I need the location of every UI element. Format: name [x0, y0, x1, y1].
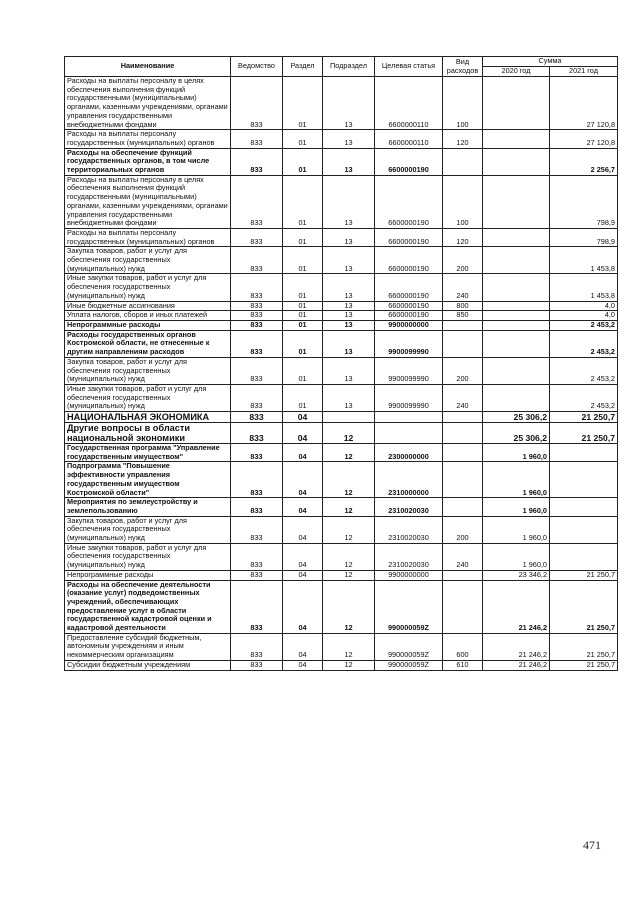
table-row — [65, 516, 618, 543]
header-podrazdel: Подраздел — [323, 57, 375, 77]
table-header — [65, 57, 618, 77]
header-summa: Сумма — [483, 57, 618, 67]
cell-sum-2021: 21 250,7 — [550, 580, 618, 633]
cell-name: Расходы на выплаты персоналу государственных (муниципальных) органов — [65, 228, 231, 246]
cell-podrazdel: 13 — [323, 274, 375, 301]
cell-sum-2021 — [550, 444, 618, 462]
cell-podrazdel: 13 — [323, 77, 375, 130]
cell-name: Иные закупки товаров, работ и услуг для обеспечения государственных (муниципальных) нужд — [65, 384, 231, 411]
cell-razdel: 01 — [283, 357, 323, 384]
cell-podrazdel: 12 — [323, 660, 375, 670]
cell-vedomstvo: 833 — [231, 301, 283, 311]
cell-razdel: 04 — [283, 462, 323, 498]
cell-vid-raskhodov: 200 — [443, 357, 483, 384]
cell-vedomstvo: 833 — [231, 580, 283, 633]
cell-name: Уплата налогов, сборов и иных платежей — [65, 311, 231, 321]
cell-name: НАЦИОНАЛЬНАЯ ЭКОНОМИКА — [65, 412, 231, 423]
cell-vedomstvo: 833 — [231, 444, 283, 462]
cell-name: Государственная программа "Управление государственным имуществом" — [65, 444, 231, 462]
cell-tselevaya-statya: 6600000110 — [375, 130, 443, 148]
header-tselevaya-statya: Целевая статья — [375, 57, 443, 77]
table-row — [65, 320, 618, 330]
cell-vedomstvo: 833 — [231, 423, 283, 444]
cell-sum-2020: 25 306,2 — [483, 412, 550, 423]
cell-sum-2021: 2 453,2 — [550, 320, 618, 330]
cell-sum-2020: 1 960,0 — [483, 516, 550, 543]
cell-name: Расходы на выплаты персоналу в целях обеспечения выполнения функций государственными (муниципальными) органами, казенными учреждениями, органами управления государственными внебюджетными фондами — [65, 77, 231, 130]
cell-tselevaya-statya: 6600000190 — [375, 247, 443, 274]
cell-podrazdel: 12 — [323, 462, 375, 498]
cell-podrazdel: 12 — [323, 498, 375, 516]
cell-razdel: 04 — [283, 423, 323, 444]
table-row — [65, 543, 618, 570]
cell-name: Мероприятия по землеустройству и землепользованию — [65, 498, 231, 516]
cell-tselevaya-statya: 2310020030 — [375, 516, 443, 543]
cell-sum-2020: 21 246,2 — [483, 660, 550, 670]
cell-name: Закупка товаров, работ и услуг для обеспечения государственных (муниципальных) нужд — [65, 516, 231, 543]
cell-vid-raskhodov: 100 — [443, 175, 483, 228]
cell-podrazdel: 12 — [323, 516, 375, 543]
cell-podrazdel: 13 — [323, 247, 375, 274]
cell-podrazdel: 13 — [323, 384, 375, 411]
cell-vid-raskhodov — [443, 412, 483, 423]
table-row — [65, 77, 618, 130]
cell-vid-raskhodov: 600 — [443, 633, 483, 660]
cell-sum-2021: 2 256,7 — [550, 148, 618, 175]
cell-vid-raskhodov — [443, 570, 483, 580]
cell-sum-2021: 1 453,8 — [550, 274, 618, 301]
cell-tselevaya-statya: 6600000190 — [375, 274, 443, 301]
cell-razdel: 01 — [283, 311, 323, 321]
cell-vid-raskhodov: 240 — [443, 384, 483, 411]
cell-podrazdel: 13 — [323, 175, 375, 228]
cell-tselevaya-statya: 2310000000 — [375, 462, 443, 498]
cell-tselevaya-statya: 6600000190 — [375, 311, 443, 321]
table-row — [65, 384, 618, 411]
cell-vid-raskhodov — [443, 580, 483, 633]
cell-name: Предоставление субсидий бюджетным, автономным учреждениям и иным некоммерческим организациям — [65, 633, 231, 660]
table-row — [65, 301, 618, 311]
cell-tselevaya-statya: 6600000190 — [375, 148, 443, 175]
cell-sum-2020 — [483, 247, 550, 274]
cell-razdel: 01 — [283, 247, 323, 274]
cell-sum-2020 — [483, 311, 550, 321]
cell-vid-raskhodov: 200 — [443, 516, 483, 543]
cell-vid-raskhodov — [443, 498, 483, 516]
cell-vedomstvo: 833 — [231, 148, 283, 175]
header-vedomstvo: Ведомство — [231, 57, 283, 77]
table-row — [65, 130, 618, 148]
table-row — [65, 423, 618, 444]
cell-vedomstvo: 833 — [231, 311, 283, 321]
table-row — [65, 660, 618, 670]
cell-name: Расходы на выплаты персоналу в целях обеспечения выполнения функций государственными (муниципальными) органами, казенными учреждениями, органами управления государственными внебюджетными фондами — [65, 175, 231, 228]
cell-sum-2020: 1 960,0 — [483, 498, 550, 516]
cell-razdel: 01 — [283, 301, 323, 311]
cell-razdel: 04 — [283, 498, 323, 516]
cell-sum-2021: 27 120,8 — [550, 130, 618, 148]
cell-podrazdel: 12 — [323, 423, 375, 444]
cell-vid-raskhodov — [443, 330, 483, 357]
cell-tselevaya-statya: 6600000190 — [375, 228, 443, 246]
cell-name: Расходы на обеспечение функций государственных органов, в том числе территориальных органов — [65, 148, 231, 175]
cell-name: Расходы на выплаты персоналу государственных (муниципальных) органов — [65, 130, 231, 148]
cell-podrazdel: 12 — [323, 543, 375, 570]
cell-sum-2021: 21 250,7 — [550, 423, 618, 444]
cell-vid-raskhodov: 120 — [443, 130, 483, 148]
cell-name: Непрограммные расходы — [65, 570, 231, 580]
cell-tselevaya-statya: 990000059Z — [375, 580, 443, 633]
cell-vedomstvo: 833 — [231, 330, 283, 357]
cell-vid-raskhodov — [443, 320, 483, 330]
cell-vedomstvo: 833 — [231, 320, 283, 330]
cell-vid-raskhodov — [443, 462, 483, 498]
cell-sum-2021: 4,0 — [550, 301, 618, 311]
cell-vedomstvo: 833 — [231, 516, 283, 543]
cell-vedomstvo: 833 — [231, 412, 283, 423]
table-row — [65, 633, 618, 660]
cell-name: Закупка товаров, работ и услуг для обеспечения государственных (муниципальных) нужд — [65, 247, 231, 274]
cell-tselevaya-statya: 9900000000 — [375, 570, 443, 580]
cell-razdel: 01 — [283, 148, 323, 175]
table-row — [65, 580, 618, 633]
cell-sum-2021: 2 453,2 — [550, 357, 618, 384]
cell-podrazdel: 13 — [323, 228, 375, 246]
cell-sum-2020: 1 960,0 — [483, 543, 550, 570]
table-row — [65, 247, 618, 274]
cell-sum-2020 — [483, 274, 550, 301]
cell-podrazdel: 12 — [323, 633, 375, 660]
cell-vedomstvo: 833 — [231, 130, 283, 148]
cell-name: Субсидии бюджетным учреждениям — [65, 660, 231, 670]
cell-tselevaya-statya: 6600000110 — [375, 77, 443, 130]
cell-sum-2020: 21 246,2 — [483, 633, 550, 660]
cell-razdel: 01 — [283, 384, 323, 411]
table-row — [65, 274, 618, 301]
header-name: Наименование — [65, 57, 231, 77]
header-year-2020: 2020 год — [483, 67, 550, 77]
cell-vid-raskhodov — [443, 444, 483, 462]
cell-sum-2021: 798,9 — [550, 228, 618, 246]
page-number: 471 — [583, 838, 601, 852]
cell-vid-raskhodov: 100 — [443, 77, 483, 130]
cell-vedomstvo: 833 — [231, 570, 283, 580]
cell-tselevaya-statya: 6600000190 — [375, 175, 443, 228]
table-row — [65, 357, 618, 384]
cell-razdel: 01 — [283, 330, 323, 357]
cell-sum-2021 — [550, 516, 618, 543]
budget-table — [64, 56, 618, 671]
cell-razdel: 04 — [283, 543, 323, 570]
cell-sum-2020: 1 960,0 — [483, 444, 550, 462]
cell-sum-2020: 1 960,0 — [483, 462, 550, 498]
cell-sum-2020 — [483, 320, 550, 330]
table-row — [65, 444, 618, 462]
cell-razdel: 01 — [283, 77, 323, 130]
cell-vedomstvo: 833 — [231, 228, 283, 246]
cell-podrazdel: 13 — [323, 330, 375, 357]
cell-vedomstvo: 833 — [231, 77, 283, 130]
cell-sum-2021: 1 453,8 — [550, 247, 618, 274]
cell-tselevaya-statya — [375, 423, 443, 444]
cell-sum-2020 — [483, 301, 550, 311]
table-row — [65, 175, 618, 228]
cell-razdel: 04 — [283, 633, 323, 660]
cell-vedomstvo: 833 — [231, 274, 283, 301]
cell-vedomstvo: 833 — [231, 247, 283, 274]
cell-vedomstvo: 833 — [231, 384, 283, 411]
cell-podrazdel: 13 — [323, 357, 375, 384]
table-row — [65, 330, 618, 357]
cell-sum-2020 — [483, 148, 550, 175]
cell-vid-raskhodov: 850 — [443, 311, 483, 321]
cell-sum-2020 — [483, 77, 550, 130]
cell-sum-2021: 21 250,7 — [550, 412, 618, 423]
cell-sum-2021: 21 250,7 — [550, 570, 618, 580]
cell-podrazdel: 13 — [323, 130, 375, 148]
cell-razdel: 04 — [283, 580, 323, 633]
cell-sum-2021 — [550, 462, 618, 498]
cell-tselevaya-statya: 9900099990 — [375, 330, 443, 357]
cell-tselevaya-statya: 2310020030 — [375, 543, 443, 570]
table-row — [65, 412, 618, 423]
cell-razdel: 01 — [283, 320, 323, 330]
cell-tselevaya-statya: 2300000000 — [375, 444, 443, 462]
header-year-2021: 2021 год — [550, 67, 618, 77]
cell-sum-2021 — [550, 498, 618, 516]
cell-razdel: 04 — [283, 412, 323, 423]
cell-vid-raskhodov: 800 — [443, 301, 483, 311]
cell-sum-2021: 2 453,2 — [550, 384, 618, 411]
table-body — [65, 77, 618, 671]
cell-sum-2020 — [483, 130, 550, 148]
table-row — [65, 148, 618, 175]
cell-name: Иные закупки товаров, работ и услуг для обеспечения государственных (муниципальных) нужд — [65, 543, 231, 570]
cell-podrazdel: 12 — [323, 580, 375, 633]
cell-razdel: 04 — [283, 516, 323, 543]
cell-vedomstvo: 833 — [231, 175, 283, 228]
cell-vid-raskhodov: 610 — [443, 660, 483, 670]
cell-vedomstvo: 833 — [231, 543, 283, 570]
cell-vid-raskhodov: 240 — [443, 543, 483, 570]
cell-sum-2021: 27 120,8 — [550, 77, 618, 130]
cell-tselevaya-statya: 6600000190 — [375, 301, 443, 311]
cell-sum-2021: 798,9 — [550, 175, 618, 228]
cell-sum-2020 — [483, 175, 550, 228]
cell-tselevaya-statya: 9900099990 — [375, 357, 443, 384]
cell-sum-2020: 21 246,2 — [483, 580, 550, 633]
table-row — [65, 462, 618, 498]
cell-podrazdel: 12 — [323, 444, 375, 462]
cell-vid-raskhodov — [443, 148, 483, 175]
table-row — [65, 228, 618, 246]
cell-sum-2021: 21 250,7 — [550, 660, 618, 670]
cell-tselevaya-statya: 990000059Z — [375, 633, 443, 660]
cell-tselevaya-statya: 2310020030 — [375, 498, 443, 516]
cell-vid-raskhodov: 120 — [443, 228, 483, 246]
cell-razdel: 04 — [283, 660, 323, 670]
cell-name: Расходы на обеспечение деятельности (оказание услуг) подведомственных учреждений, обеспечивающих предоставление услуг в области государственной кадастровой оценки и кадастровой деятельности — [65, 580, 231, 633]
cell-sum-2021: 2 453,2 — [550, 330, 618, 357]
cell-name: Иные закупки товаров, работ и услуг для обеспечения государственных (муниципальных) нужд — [65, 274, 231, 301]
cell-vedomstvo: 833 — [231, 633, 283, 660]
cell-razdel: 01 — [283, 175, 323, 228]
cell-sum-2020: 23 346,2 — [483, 570, 550, 580]
cell-name: Закупка товаров, работ и услуг для обеспечения государственных (муниципальных) нужд — [65, 357, 231, 384]
cell-tselevaya-statya: 990000059Z — [375, 660, 443, 670]
cell-name: Подпрограмма "Повышение эффективности управления государственным имуществом Костромской области" — [65, 462, 231, 498]
cell-podrazdel: 13 — [323, 311, 375, 321]
cell-tselevaya-statya: 9900000000 — [375, 320, 443, 330]
cell-vid-raskhodov: 200 — [443, 247, 483, 274]
cell-vedomstvo: 833 — [231, 462, 283, 498]
cell-sum-2021 — [550, 543, 618, 570]
cell-razdel: 04 — [283, 570, 323, 580]
cell-sum-2020: 25 306,2 — [483, 423, 550, 444]
cell-razdel: 01 — [283, 274, 323, 301]
cell-razdel: 01 — [283, 228, 323, 246]
table-row — [65, 498, 618, 516]
cell-vedomstvo: 833 — [231, 498, 283, 516]
cell-podrazdel: 13 — [323, 320, 375, 330]
cell-vedomstvo: 833 — [231, 660, 283, 670]
cell-sum-2020 — [483, 384, 550, 411]
cell-podrazdel: 13 — [323, 301, 375, 311]
cell-razdel: 04 — [283, 444, 323, 462]
cell-sum-2020 — [483, 330, 550, 357]
table-row — [65, 570, 618, 580]
cell-tselevaya-statya — [375, 412, 443, 423]
cell-sum-2021: 21 250,7 — [550, 633, 618, 660]
cell-sum-2020 — [483, 357, 550, 384]
cell-razdel: 01 — [283, 130, 323, 148]
cell-sum-2021: 4,0 — [550, 311, 618, 321]
cell-podrazdel: 12 — [323, 570, 375, 580]
cell-podrazdel — [323, 412, 375, 423]
cell-name: Расходы государственных органов Костромской области, не отнесенные к другим направлениям расходов — [65, 330, 231, 357]
cell-podrazdel: 13 — [323, 148, 375, 175]
header-razdel: Раздел — [283, 57, 323, 77]
cell-name: Иные бюджетные ассигнования — [65, 301, 231, 311]
cell-tselevaya-statya: 9900099990 — [375, 384, 443, 411]
table-row — [65, 311, 618, 321]
cell-name: Другие вопросы в области национальной экономики — [65, 423, 231, 444]
cell-name: Непрограммные расходы — [65, 320, 231, 330]
cell-vid-raskhodov — [443, 423, 483, 444]
header-vid-raskhodov: Вид расходов — [443, 57, 483, 77]
cell-vedomstvo: 833 — [231, 357, 283, 384]
cell-vid-raskhodov: 240 — [443, 274, 483, 301]
cell-sum-2020 — [483, 228, 550, 246]
